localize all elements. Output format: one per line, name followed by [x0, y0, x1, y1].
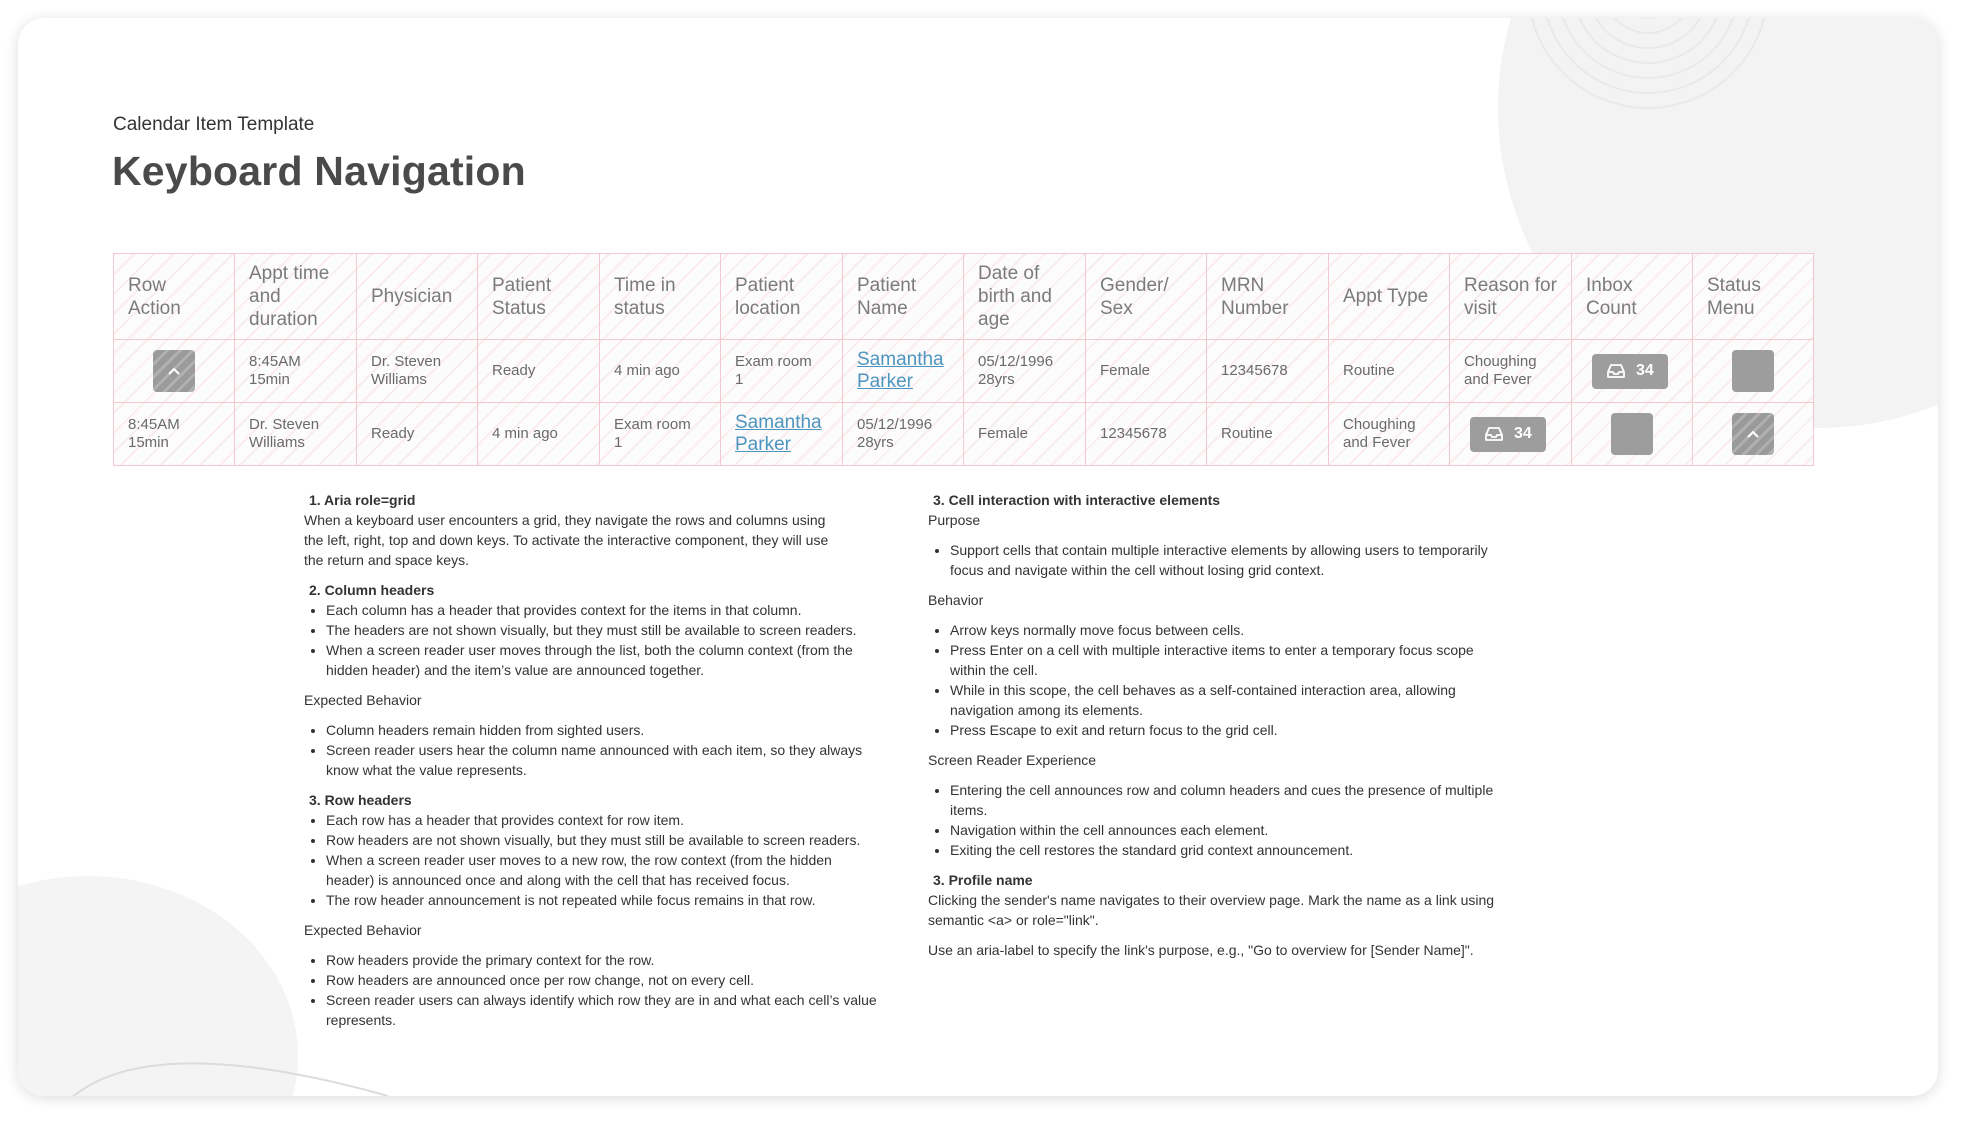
subheading: Behavior — [928, 592, 984, 608]
physician-cell: Dr. Steven Williams — [235, 403, 357, 466]
column-header: MRN Number — [1207, 254, 1329, 340]
reason-cell: Choughing and Fever — [1329, 403, 1450, 466]
column-header: Appt time and duration — [235, 254, 357, 340]
right-notes: 3. Cell interaction with interactive elements Purpose • Support cells that contain multiple interactive elements by allowing users to temporarily focus and navigate within the cell without losing grid context. Behavior • Arrow keys normally move focus between cells. • Press Enter on a cell with multiple interactive items to enter a temporary focus scope within the cell. • While in this scope, the cell behaves as a self-contained interaction area, allowing navigation among its elements. • Press Escape to exit and return focus to the grid cell. Screen Reader Experience • Entering the cell announces row and column headers and cues the presence of multiple items. • Navigation within the cell announces each element. • Exiting the cell restores the standard grid context announcement. 3. Profile name Clicking the sender's name navigates to their overview page. Mark the name as a link using semantic <a> or role="link". Use an aria-label to specify the link's purpose, e.g., "Go to overview for [Sender Name]". — [928, 490, 1548, 960]
mrn-cell: 12345678 — [1207, 340, 1329, 403]
time-in-status-cell: 4 min ago — [600, 340, 721, 403]
column-header: Time in status — [600, 254, 721, 340]
dob-cell: 05/12/1996 28yrs — [843, 403, 964, 466]
column-header: Status Menu — [1693, 254, 1814, 340]
status-menu-button[interactable] — [1611, 413, 1653, 455]
patient-location-cell: Exam room 1 — [600, 403, 721, 466]
inbox-tray-icon — [1606, 363, 1626, 379]
mrn-cell: 12345678 — [1086, 403, 1207, 466]
section-heading: 1. Aria role=grid — [309, 492, 416, 508]
decorative-fingerprint-pattern — [1468, 18, 1828, 118]
patient-status-cell: Ready — [357, 403, 478, 466]
section-heading: 2. Column headers — [309, 582, 435, 598]
page-subtitle: Calendar Item Template — [113, 114, 315, 135]
decorative-arc — [58, 1026, 388, 1096]
column-header: Patient Name — [843, 254, 964, 340]
subheading: Purpose — [928, 512, 981, 528]
patient-status-cell: Ready — [478, 340, 600, 403]
status-menu-cell — [1572, 403, 1693, 466]
column-header: Gender/ Sex — [1086, 254, 1207, 340]
inbox-count-cell — [1572, 340, 1693, 403]
patient-name-cell — [843, 340, 964, 403]
column-header: Patient Status — [478, 254, 600, 340]
bullet-list: • Support cells that contain multiple interactive elements by allowing users to temporarily focus and navigate within the cell without losing grid context. — [928, 540, 1548, 580]
bullet-list: • Column headers remain hidden from sighted users. • Screen reader users hear the column name announced with each item, so they always know what the value represents. — [304, 720, 924, 780]
row-action-button[interactable] — [153, 350, 195, 392]
table-row — [114, 340, 1814, 403]
column-header: Reason for visit — [1450, 254, 1572, 340]
physician-cell: Dr. Steven Williams — [357, 340, 478, 403]
grid-header-row — [114, 254, 1814, 340]
appt-type-cell: Routine — [1207, 403, 1329, 466]
patient-name-link[interactable]: Samantha Parker — [735, 412, 822, 455]
patient-name-cell — [721, 403, 843, 466]
column-header: Appt Type — [1329, 254, 1450, 340]
table-row — [114, 403, 1814, 466]
gender-cell: Female — [964, 403, 1086, 466]
bullet-list: • Row headers provide the primary context for the row. • Row headers are announced once per row change, not on every cell. • Screen reader users can always identify which row they are in and what each cell’s value represents. — [304, 950, 924, 1030]
status-menu-cell — [1693, 340, 1814, 403]
column-header: Inbox Count — [1572, 254, 1693, 340]
bullet-list: • Entering the cell announces row and column headers and cues the presence of multiple items. • Navigation within the cell announces each element. • Exiting the cell restores the standard grid context announcement. — [928, 780, 1548, 860]
inbox-count-button[interactable]: 34 — [1470, 417, 1546, 452]
section-heading: 3. Row headers — [309, 792, 412, 808]
patient-location-cell: Exam room 1 — [721, 340, 843, 403]
appt-type-cell: Routine — [1329, 340, 1450, 403]
page-title: Keyboard Navigation — [112, 148, 526, 194]
appt-time-cell: 8:45AM 15min — [114, 403, 235, 466]
row-action-button[interactable] — [1732, 413, 1774, 455]
patient-grid — [113, 253, 1814, 466]
appt-time-cell: 8:45AM 15min — [235, 340, 357, 403]
subheading: Expected Behavior — [304, 692, 422, 708]
inbox-count-button[interactable]: 34 — [1592, 354, 1668, 389]
subheading: Expected Behavior — [304, 922, 422, 938]
bullet-list: • Arrow keys normally move focus between cells. • Press Enter on a cell with multiple interactive items to enter a temporary focus scope within the cell. • While in this scope, the cell behaves as a self-contained interaction area, allowing navigation among its elements. • Press Escape to exit and return focus to the grid cell. — [928, 620, 1548, 740]
row-action-cell — [114, 340, 235, 403]
section-heading: 3. Cell interaction with interactive elements — [933, 492, 1221, 508]
column-header: Date of birth and age — [964, 254, 1086, 340]
left-notes: 1. Aria role=grid When a keyboard user encounters a grid, they navigate the rows and columns using the left, right, top and down keys. To activate the interactive component, they will use the return and space keys. 2. Column headers • Each column has a header that provides context for the items in that column. • The headers are not shown visually, but they must still be available to screen readers. • When a screen reader user moves through the list, both the column context (from the hidden header) and the item’s value are announced together. Expected Behavior • Column headers remain hidden from sighted users. • Screen reader users hear the column name announced with each item, so they always know what the value represents. 3. Row headers • Each row has a header that provides context for row item. • Row headers are not shown visually, but they must still be available to screen readers. • When a screen reader user moves to a new row, the row context (from the hidden header) is announced once and along with the cell that has received focus. • The row header announcement is not repeated while focus remains in that row. Expected Behavior • Row headers provide the primary context for the row. • Row headers are announced once per row change, not on every cell. • Screen reader users can always identify which row they are in and what each cell’s value represents. — [304, 490, 924, 1030]
column-header: Physician — [357, 254, 478, 340]
dob-cell: 05/12/1996 28yrs — [964, 340, 1086, 403]
reason-cell: Choughing and Fever — [1450, 340, 1572, 403]
gender-cell: Female — [1086, 340, 1207, 403]
inbox-tray-icon — [1484, 426, 1504, 442]
row-action-cell — [1693, 403, 1814, 466]
time-in-status-cell: 4 min ago — [478, 403, 600, 466]
status-menu-button[interactable] — [1732, 350, 1774, 392]
slide-card — [18, 18, 1938, 1096]
bullet-list: • Each row has a header that provides context for row item. • Row headers are not shown visually, but they must still be available to screen readers. • When a screen reader user moves to a new row, the row context (from the hidden header) is announced once and along with the cell that has received focus. • The row header announcement is not repeated while focus remains in that row. — [304, 810, 924, 910]
column-header: Row Action — [114, 254, 235, 340]
chevron-up-icon — [1746, 429, 1760, 439]
inbox-count-cell — [1450, 403, 1572, 466]
column-header: Patient location — [721, 254, 843, 340]
section-heading: 3. Profile name — [933, 872, 1033, 888]
chevron-up-icon — [167, 366, 181, 376]
subheading: Screen Reader Experience — [928, 752, 1097, 768]
bullet-list: • Each column has a header that provides context for the items in that column. • The headers are not shown visually, but they must still be available to screen readers. • When a screen reader user moves through the list, both the column context (from the hidden header) and the item’s value are announced together. — [304, 600, 924, 680]
patient-name-link[interactable]: Samantha Parker — [857, 349, 944, 392]
